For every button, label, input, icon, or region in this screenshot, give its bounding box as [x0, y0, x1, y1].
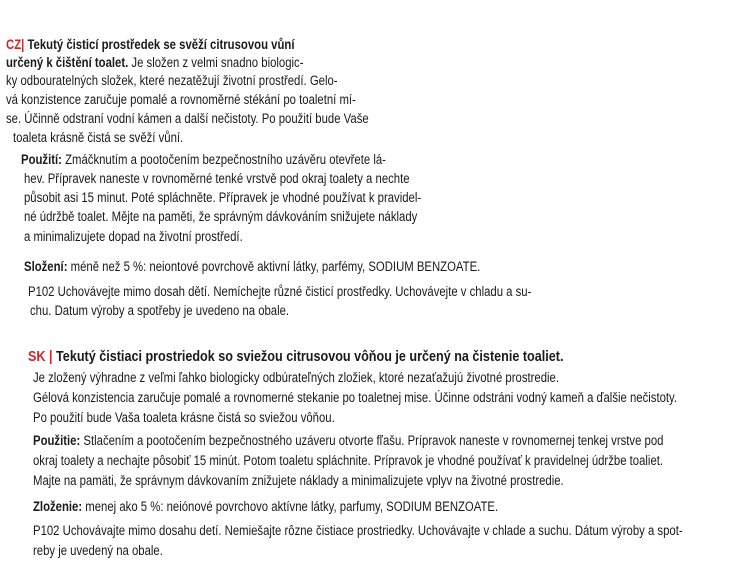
cz-usage-line-2: hev. Přípravek naneste v rovnoměrné tenké vrstvě pod okraj toalety a nechte — [24, 171, 410, 186]
cz-warning-line-2: chu. Datum výroby a spotřeby je uvedeno na obale. — [30, 303, 290, 318]
sk-language-code: SK — [28, 348, 46, 365]
sk-usage-line-2: okraj toalety a nechajte pôsobiť 15 minút. Potom toaletu spláchnite. Prípravok je vhodné používať k pravidelnej údržbe toaliet. — [33, 453, 664, 468]
sk-usage-label: Použitie: — [33, 433, 81, 448]
sk-title: Tekutý čistiaci prostriedok so sviežou citrusovou vôňou je určený na čistenie toaliet. — [56, 348, 564, 365]
sk-composition-label: Zloženie: — [33, 499, 83, 514]
sk-composition-text: menej ako 5 %: neiónové povrchovo aktívne látky, parfumy, SODIUM BENZOATE. — [82, 499, 499, 514]
sk-usage-line-3: Majte na pamäti, že správnym dávkovaním znižujete náklady a minimalizujete vplyv na životné prostredie. — [33, 473, 564, 488]
cz-usage-line-3: působit asi 15 minut. Poté spláchněte. Přípravek je vhodné používat k pravidel- — [24, 190, 422, 205]
cz-intro-line-3: vá konzistence zaručuje pomalé a rovnoměrné stékání po toaletní mí- — [6, 92, 356, 107]
cz-usage-line-5: a minimalizujete dopad na životní prostředí. — [24, 229, 243, 244]
cz-composition-label: Složení: — [24, 259, 68, 274]
sk-divider: | — [49, 348, 53, 365]
sk-warning-line-1: P102 Uchovávajte mimo dosahu detí. Nemiešajte rôzne čistiace prostriedky. Uchovávajte v chlade a suchu. Dátum výroby a spot- — [33, 523, 683, 538]
cz-usage-line-4: né údržbě toalet. Mějte na paměti, že správným dávkováním snižujete náklady — [24, 209, 418, 224]
cz-intro-text: Je složen z velmi snadno biologic- — [128, 55, 304, 70]
cz-usage-line-1 — [21, 151, 386, 169]
cz-intro-bold: určený k čištění toalet. — [6, 55, 129, 70]
cz-intro-line-2: ky odbouratelných složek, které nezatěžují životní prostředí. Gelo- — [6, 73, 338, 88]
sk-warning-line-2: reby je uvedený na obale. — [33, 543, 163, 558]
cz-composition-text: méně než 5 %: neiontové povrchově aktivní látky, parfémy, SODIUM BENZOATE. — [67, 259, 481, 274]
sk-intro-line-1: Je zložený výhradne z veľmi ľahko biologicky odbúrateľných zložiek, ktoré nezaťažujú životné prostredie. — [33, 370, 560, 385]
cz-usage-label: Použití: — [21, 152, 62, 167]
sk-composition — [33, 498, 498, 516]
cz-intro-line-4: se. Účinně odstraní vodní kámen a další nečistoty. Po použití bude Vaše — [6, 111, 369, 126]
cz-warning-line-1: P102 Uchovávejte mimo dosah dětí. Nemíchejte různé čisticí prostředky. Uchovávejte v chladu a su- — [28, 284, 532, 299]
cz-language-code: CZ — [6, 37, 22, 52]
sk-intro-line-3: Po použití bude Vaša toaleta krásne čistá so sviežou vôňou. — [33, 410, 335, 425]
cz-composition — [24, 258, 480, 276]
cz-title-line — [6, 36, 294, 54]
sk-intro-line-2: Gélová konzistencia zaručuje pomalé a rovnomerné stekanie po toaletnej mise. Účinne odstráni vodný kameň a ďalšie nečistoty. — [33, 390, 678, 405]
cz-divider: | — [21, 37, 25, 52]
cz-usage-text: Zmáčknutím a pootočením bezpečnostního uzávěru otevřete lá- — [61, 152, 386, 167]
sk-usage-text: Stlačením a pootočením bezpečnostného uzáveru otvorte fľašu. Prípravok naneste v rovnomernej tenkej vrstve pod — [80, 433, 664, 448]
cz-intro-line-1 — [6, 54, 304, 72]
cz-title: Tekutý čisticí prostředek se svěží citrusovou vůní — [27, 37, 295, 52]
sk-title-line — [28, 348, 563, 366]
sk-usage-line-1 — [33, 432, 663, 450]
cz-intro-line-5: toaleta krásně čistá se svěží vůní. — [13, 130, 184, 145]
